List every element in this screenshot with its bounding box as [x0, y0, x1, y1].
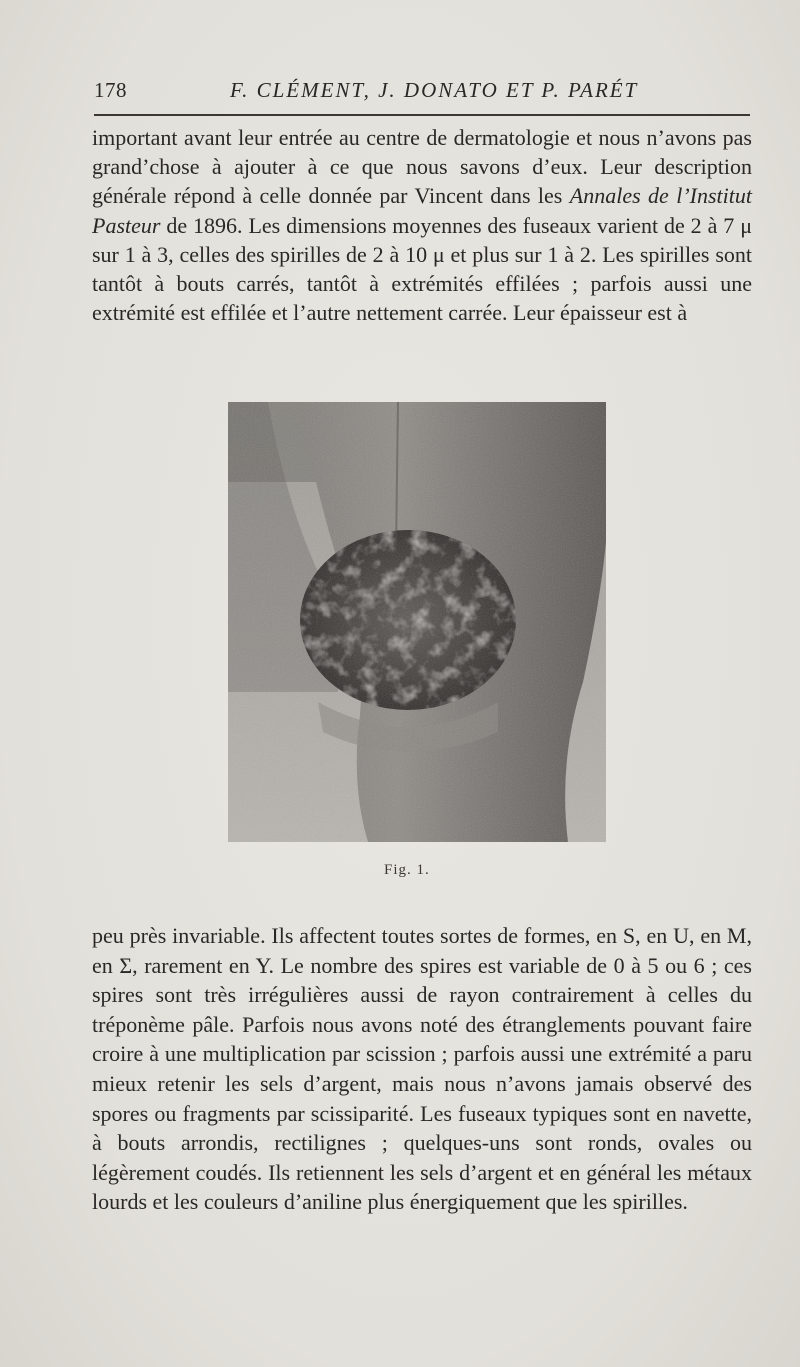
- page-header: [94, 72, 750, 108]
- page-number: 178: [94, 78, 127, 102]
- figure-caption: Fig. 1.: [384, 862, 430, 878]
- figure-photograph: [228, 402, 606, 842]
- journal-title: Annales de l’Institut Pasteur: [92, 183, 752, 238]
- paragraph-1-text-a: important avant leur entrée au centre de dermatologie et nous n’avons pas grand’chose à ajouter à ce que nous savons d’eux. Leur description générale répond à celle donnée par Vincent dans les: [92, 125, 752, 209]
- header-rule: [94, 114, 750, 116]
- paragraph-2: peu près invariable. Ils affectent toutes sortes de formes, en S, en U, en M, en Σ, rarement en Y. Le nombre des spires est variable de 0 à 5 ou 6 ; ces spires sont très irrégulières aussi de rayon contrairement à celles du tréponème pâle. Parfois nous avons noté des étranglements pouvant faire croire à une multiplication par scission ; parfois aussi une extrémité a paru mieux retenir les sels d’argent, mais nous n’avons jamais observé des spores ou fragments par scissiparité. Les fuseaux typiques sont en navette, à bouts arrondis, rectilignes ; quelques-uns sont ronds, ovales ou légèrement coudés. Ils retiennent les sels d’argent et en général les métaux lourds et les couleurs d’aniline plus énergiquement que les spirilles.: [92, 923, 752, 1215]
- paragraph-1-text-b: de 1896. Les dimensions moyennes des fuseaux varient de 2 à 7 μ sur 1 à 3, celles des spirilles de 2 à 10 μ et plus sur 1 à 2. Les spirilles sont tantôt à bouts carrés, tantôt à extrémités effilées ; parfois aussi une extrémité est effilée et l’autre nettement carrée. Leur épaisseur est à: [92, 212, 752, 326]
- lesion-photo: [228, 402, 606, 842]
- running-head: F. CLÉMENT, J. DONATO ET P. PARÉT: [230, 78, 639, 102]
- paragraph-1: [92, 123, 752, 327]
